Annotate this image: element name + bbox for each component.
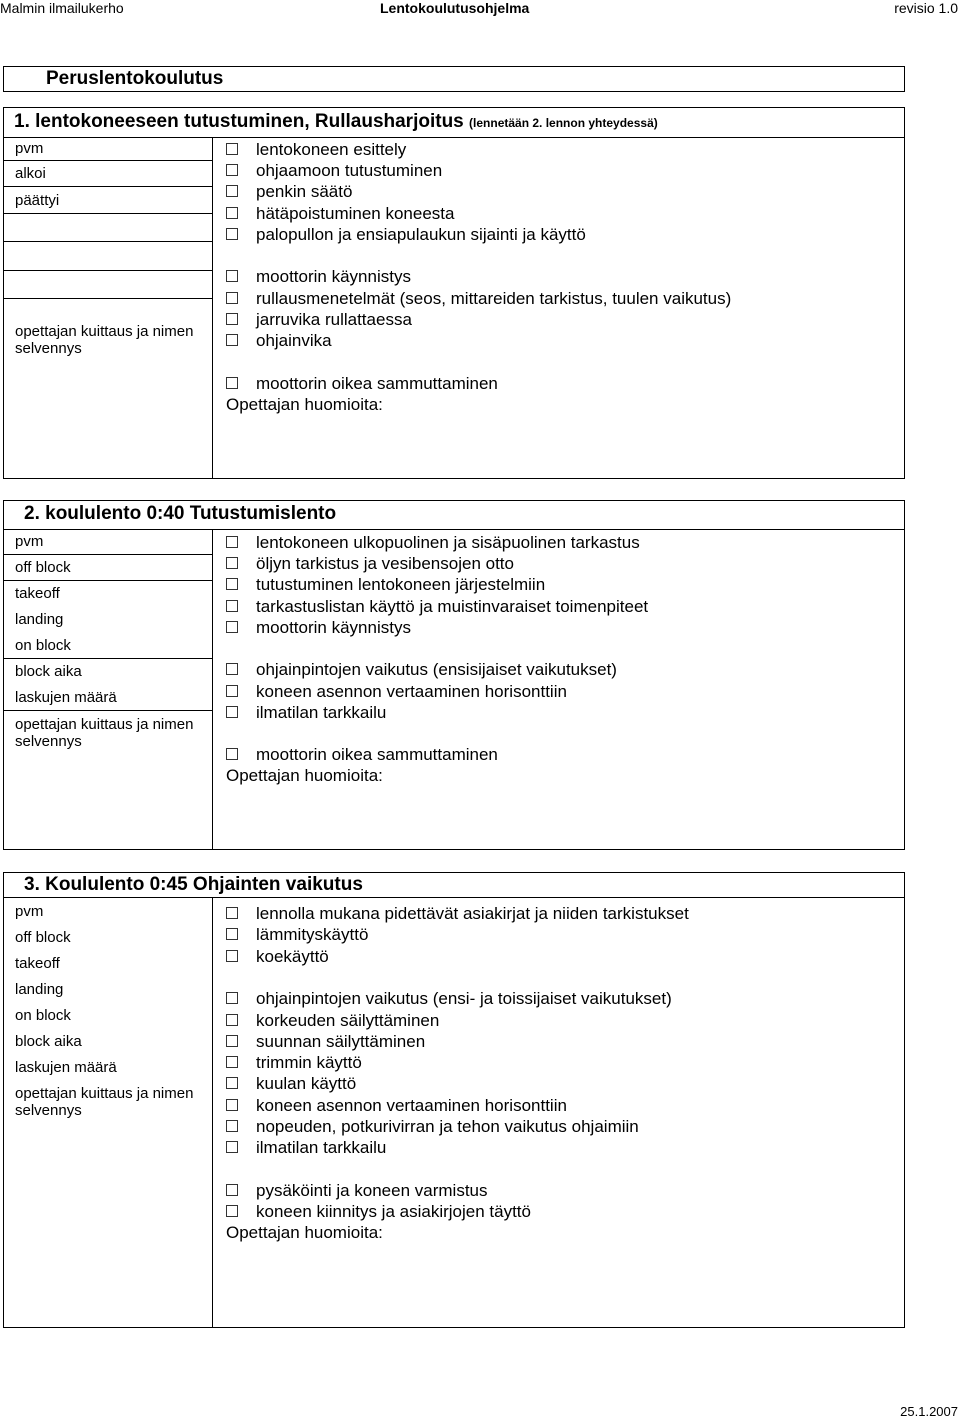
section-3-left-column bbox=[4, 898, 213, 1327]
checklist-item[interactable] bbox=[226, 745, 498, 765]
label-paattyi: päättyi bbox=[15, 192, 60, 209]
checklist-item[interactable] bbox=[226, 267, 411, 287]
checklist-item-label: kuulan käyttö bbox=[256, 1074, 357, 1093]
checklist-item-label: lennolla mukana pidettävät asiakirjat ja niiden tarkistukset bbox=[256, 904, 689, 923]
checklist-item[interactable] bbox=[226, 374, 498, 394]
signature-label: opettajan kuittaus ja nimen selvennys bbox=[15, 1085, 194, 1119]
checklist-item[interactable] bbox=[226, 140, 406, 160]
label-off-block: off block bbox=[15, 929, 71, 946]
checklist-item-label: lentokoneen ulkopuolinen ja sisäpuolinen tarkastus bbox=[256, 533, 640, 552]
checklist-item[interactable] bbox=[226, 947, 329, 967]
checklist-item[interactable] bbox=[226, 225, 586, 245]
divider bbox=[4, 241, 212, 242]
checklist-item-label: nopeuden, potkurivirran ja tehon vaikutus ohjaimiin bbox=[256, 1117, 639, 1136]
header-revision: revisio 1.0 bbox=[894, 0, 958, 16]
checklist-item[interactable] bbox=[226, 310, 412, 330]
checkbox[interactable] bbox=[226, 1014, 238, 1026]
checkbox[interactable] bbox=[226, 1099, 238, 1111]
section-2-left-column bbox=[4, 530, 213, 849]
instructor-remarks-label: Opettajan huomioita: bbox=[226, 1223, 383, 1242]
label-alkoi: alkoi bbox=[15, 165, 46, 182]
footer-date: 25.1.2007 bbox=[900, 1404, 958, 1419]
label-takeoff: takeoff bbox=[15, 585, 60, 602]
label-landing: landing bbox=[15, 981, 64, 998]
checklist-item-label: moottorin oikea sammuttaminen bbox=[256, 374, 498, 393]
checklist-item[interactable] bbox=[226, 989, 672, 1009]
divider bbox=[4, 186, 212, 187]
checklist-item-label: koneen asennon vertaaminen horisonttiin bbox=[256, 682, 567, 701]
checklist-item[interactable] bbox=[226, 1096, 567, 1116]
section-1-left-column bbox=[4, 138, 213, 478]
checklist-item[interactable] bbox=[226, 1074, 356, 1094]
checkbox[interactable] bbox=[226, 270, 238, 282]
checklist-item-label: koekäyttö bbox=[256, 947, 329, 966]
section-1-header bbox=[4, 108, 904, 138]
checklist-item-label: tarkastuslistan käyttö ja muistinvaraiset toimenpiteet bbox=[256, 597, 649, 616]
checklist-item[interactable] bbox=[226, 182, 352, 202]
checklist-item[interactable] bbox=[226, 204, 454, 224]
checkbox[interactable] bbox=[226, 992, 238, 1004]
checklist-item-label: penkin säätö bbox=[256, 182, 353, 201]
checklist-item[interactable] bbox=[226, 331, 332, 351]
checklist-item-label: ohjaamoon tutustuminen bbox=[256, 161, 443, 180]
section-1-title-note: (lennetään 2. lennon yhteydessä) bbox=[469, 116, 658, 130]
checklist-item-label: korkeuden säilyttäminen bbox=[256, 1011, 440, 1030]
checkbox[interactable] bbox=[226, 1035, 238, 1047]
signature-label: opettajan kuittaus ja nimen selvennys bbox=[15, 323, 194, 357]
checklist-item-label: koneen kiinnitys ja asiakirjojen täyttö bbox=[256, 1202, 531, 1221]
checklist-item-label: jarruvika rullattaessa bbox=[256, 310, 412, 329]
section-3-header bbox=[4, 873, 904, 898]
label-pvm: pvm bbox=[15, 533, 44, 550]
checkbox[interactable] bbox=[226, 1056, 238, 1068]
checklist-item[interactable] bbox=[226, 533, 640, 553]
checkbox[interactable] bbox=[226, 185, 238, 197]
checkbox[interactable] bbox=[226, 578, 238, 590]
checklist-item[interactable] bbox=[226, 618, 411, 638]
section-2 bbox=[3, 500, 905, 850]
label-laskujen-maara: laskujen määrä bbox=[15, 689, 117, 706]
divider bbox=[4, 270, 212, 271]
checklist-item-label: pysäköinti ja koneen varmistus bbox=[256, 1181, 488, 1200]
checklist-item[interactable] bbox=[226, 1053, 362, 1073]
checklist-item-label: öljyn tarkistus ja vesibensojen otto bbox=[256, 554, 514, 573]
label-pvm: pvm bbox=[15, 903, 44, 920]
checkbox[interactable] bbox=[226, 1120, 238, 1132]
checklist-item-label: tutustuminen lentokoneen järjestelmiin bbox=[256, 575, 546, 594]
label-block-aika: block aika bbox=[15, 1033, 82, 1050]
checklist-item-label: rullausmenetelmät (seos, mittareiden tarkistus, tuulen vaikutus) bbox=[256, 289, 732, 308]
label-on-block: on block bbox=[15, 637, 71, 654]
checklist-item[interactable] bbox=[226, 1117, 639, 1137]
divider bbox=[4, 213, 212, 214]
section-3-title: 3. Koululento 0:45 Ohjainten vaikutus bbox=[24, 874, 363, 895]
section-2-header bbox=[4, 501, 904, 530]
checklist-item-label: ohjainpintojen vaikutus (ensi- ja toissijaiset vaikutukset) bbox=[256, 989, 672, 1008]
label-takeoff: takeoff bbox=[15, 955, 60, 972]
checkbox[interactable] bbox=[226, 536, 238, 548]
checklist-item[interactable] bbox=[226, 554, 514, 574]
header-document-title: Lentokoulutusohjelma bbox=[380, 0, 530, 16]
checklist-item-label: palopullon ja ensiapulaukun sijainti ja käyttö bbox=[256, 225, 586, 244]
checklist-item-label: moottorin käynnistys bbox=[256, 267, 411, 286]
checklist-item-label: koneen asennon vertaaminen horisonttiin bbox=[256, 1096, 567, 1115]
instructor-remarks-label: Opettajan huomioita: bbox=[226, 395, 383, 414]
checkbox[interactable] bbox=[226, 228, 238, 240]
checkbox[interactable] bbox=[226, 621, 238, 633]
checkbox[interactable] bbox=[226, 292, 238, 304]
checkbox[interactable] bbox=[226, 706, 238, 718]
checkbox[interactable] bbox=[226, 663, 238, 675]
checkbox[interactable] bbox=[226, 907, 238, 919]
checklist-item[interactable] bbox=[226, 660, 617, 680]
checkbox[interactable] bbox=[226, 334, 238, 346]
label-laskujen-maara: laskujen määrä bbox=[15, 1059, 117, 1076]
course-title: Peruslentokoulutus bbox=[46, 68, 224, 89]
label-block-aika: block aika bbox=[15, 663, 82, 680]
checklist-item-label: ilmatilan tarkkailu bbox=[256, 1138, 387, 1157]
checklist-item-label: hätäpoistuminen koneesta bbox=[256, 204, 455, 223]
checklist-item-label: moottorin oikea sammuttaminen bbox=[256, 745, 498, 764]
checklist-item[interactable] bbox=[226, 703, 386, 723]
label-landing: landing bbox=[15, 611, 64, 628]
checkbox[interactable] bbox=[226, 600, 238, 612]
checklist-item[interactable] bbox=[226, 289, 731, 309]
checklist-item[interactable] bbox=[226, 1202, 531, 1222]
checklist-item-label: ilmatilan tarkkailu bbox=[256, 703, 387, 722]
checkbox[interactable] bbox=[226, 207, 238, 219]
checkbox[interactable] bbox=[226, 950, 238, 962]
checkbox[interactable] bbox=[226, 313, 238, 325]
checkbox[interactable] bbox=[226, 1184, 238, 1196]
signature-label: opettajan kuittaus ja nimen selvennys bbox=[15, 716, 194, 750]
checkbox[interactable] bbox=[226, 1141, 238, 1153]
section-1 bbox=[3, 107, 905, 479]
checklist-item-label: moottorin käynnistys bbox=[256, 618, 411, 637]
checkbox[interactable] bbox=[226, 143, 238, 155]
checklist-item[interactable] bbox=[226, 1181, 488, 1201]
checkbox[interactable] bbox=[226, 928, 238, 940]
section-2-title: 2. koululento 0:40 Tutustumislento bbox=[24, 503, 337, 524]
divider bbox=[4, 580, 212, 581]
checklist-item-label: ohjainpintojen vaikutus (ensisijaiset vaikutukset) bbox=[256, 660, 617, 679]
label-pvm: pvm bbox=[15, 140, 44, 157]
checkbox[interactable] bbox=[226, 557, 238, 569]
instructor-remarks-label: Opettajan huomioita: bbox=[226, 766, 383, 785]
checkbox[interactable] bbox=[226, 1205, 238, 1217]
checklist-item[interactable] bbox=[226, 682, 567, 702]
label-off-block: off block bbox=[15, 559, 71, 576]
checkbox[interactable] bbox=[226, 1077, 238, 1089]
checklist-item[interactable] bbox=[226, 575, 545, 595]
section-3 bbox=[3, 872, 905, 1328]
checklist-item[interactable] bbox=[226, 1138, 386, 1158]
checklist-item[interactable] bbox=[226, 161, 442, 181]
divider bbox=[4, 298, 212, 299]
checklist-item-label: lämmityskäyttö bbox=[256, 925, 369, 944]
checklist-item[interactable] bbox=[226, 925, 368, 945]
checklist-item[interactable] bbox=[226, 1011, 439, 1031]
checkbox[interactable] bbox=[226, 377, 238, 389]
section-1-title-text: 1. lentokoneeseen tutustuminen, Rullausharjoitus bbox=[14, 111, 464, 132]
checklist-item[interactable] bbox=[226, 597, 648, 617]
checklist-item-label: lentokoneen esittely bbox=[256, 140, 407, 159]
checklist-item[interactable] bbox=[226, 904, 689, 924]
divider bbox=[4, 658, 212, 659]
checklist-item-label: trimmin käyttö bbox=[256, 1053, 362, 1072]
divider bbox=[4, 710, 212, 711]
checkbox[interactable] bbox=[226, 685, 238, 697]
header-organization: Malmin ilmailukerho bbox=[0, 0, 124, 16]
label-on-block: on block bbox=[15, 1007, 71, 1024]
course-title-box bbox=[3, 66, 905, 92]
checkbox[interactable] bbox=[226, 164, 238, 176]
divider bbox=[4, 554, 212, 555]
divider bbox=[4, 160, 212, 161]
checkbox[interactable] bbox=[226, 748, 238, 760]
checklist-item-label: ohjainvika bbox=[256, 331, 332, 350]
checklist-item[interactable] bbox=[226, 1032, 425, 1052]
checklist-item-label: suunnan säilyttäminen bbox=[256, 1032, 426, 1051]
section-1-title bbox=[14, 111, 658, 133]
